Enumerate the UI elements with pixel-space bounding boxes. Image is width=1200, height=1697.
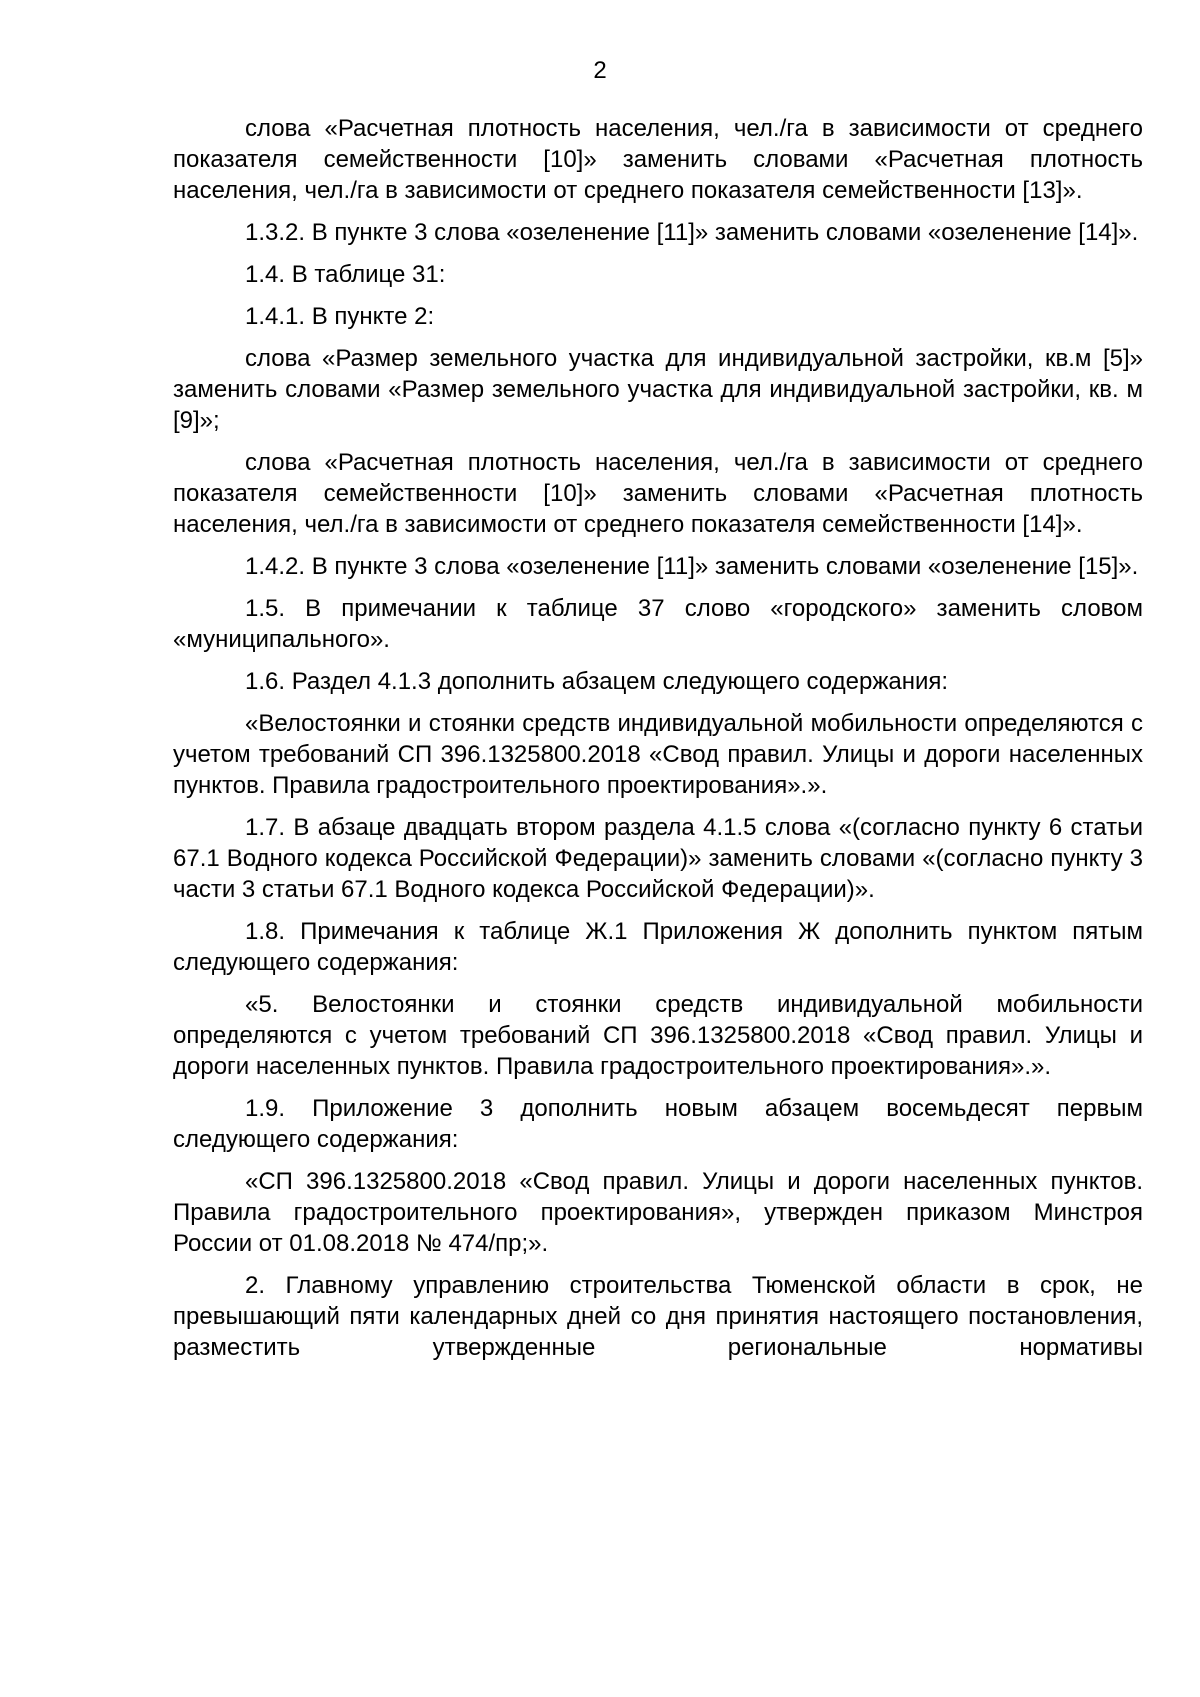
paragraph-1-7: 1.7. В абзаце двадцать втором раздела 4.1.5 слова «(согласно пункту 6 статьи 67.1 Водного кодекса Российской Федерации)» заменить словами «(согласно пункту 3 части 3 статьи 67.1 Водного кодекса Российской Федерации)».: [173, 814, 1143, 903]
paragraph-density-replacement-2: слова «Расчетная плотность населения, чел./га в зависимости от среднего показателя семейственности [10]» заменить словами «Расчетная плотность населения, чел./га в зависимости от среднего показателя семейственности [14]».: [173, 449, 1143, 538]
paragraph-1-4-1: 1.4.1. В пункте 2:: [245, 303, 435, 330]
page-number: 2: [593, 57, 607, 84]
paragraph-2: 2. Главному управлению строительства Тюменской области в срок, не превышающий пяти календарных дней со дня принятия настоящего постановления, разместить утвержденные региональные нормативы: [173, 1272, 1143, 1361]
paragraph-1-8: 1.8. Примечания к таблице Ж.1 Приложения Ж дополнить пунктом пятым следующего содержания:: [173, 918, 1143, 976]
paragraph-land-plot-size: слова «Размер земельного участка для индивидуальной застройки, кв.м [5]» заменить словами «Размер земельного участка для индивидуальной застройки, кв. м [9]»;: [173, 345, 1143, 434]
paragraph-1-9: 1.9. Приложение 3 дополнить новым абзацем восемьдесят первым следующего содержания:: [173, 1095, 1143, 1153]
document-body: [173, 113, 1143, 1363]
paragraph-bike-parking-quote: «Велостоянки и стоянки средств индивидуальной мобильности определяются с учетом требований СП 396.1325800.2018 «Свод правил. Улицы и дороги населенных пунктов. Правила градостроительного проектирования».».: [173, 710, 1143, 799]
paragraph-1-4-2: 1.4.2. В пункте 3 слова «озеленение [11]» заменить словами «озеленение [15]».: [245, 553, 1139, 580]
paragraph-note-5-quote: «5. Велостоянки и стоянки средств индивидуальной мобильности определяются с учетом требований СП 396.1325800.2018 «Свод правил. Улицы и дороги населенных пунктов. Правила градостроительного проектирования».».: [173, 991, 1143, 1080]
paragraph-density-replacement: слова «Расчетная плотность населения, чел./га в зависимости от среднего показателя семейственности [10]» заменить словами «Расчетная плотность населения, чел./га в зависимости от среднего показателя семейственности [13]».: [173, 115, 1143, 204]
paragraph-1-4: 1.4. В таблице 31:: [245, 261, 446, 288]
paragraph-1-3-2: 1.3.2. В пункте 3 слова «озеленение [11]» заменить словами «озеленение [14]».: [245, 219, 1139, 246]
paragraph-sp-reference-quote: «СП 396.1325800.2018 «Свод правил. Улицы и дороги населенных пунктов. Правила градостроительного проектирования», утвержден приказом Минстроя России от 01.08.2018 № 474/пр;».: [173, 1168, 1143, 1257]
paragraph-1-5: 1.5. В примечании к таблице 37 слово «городского» заменить словом «муниципального».: [173, 595, 1143, 653]
paragraph-1-6: 1.6. Раздел 4.1.3 дополнить абзацем следующего содержания:: [245, 668, 949, 695]
